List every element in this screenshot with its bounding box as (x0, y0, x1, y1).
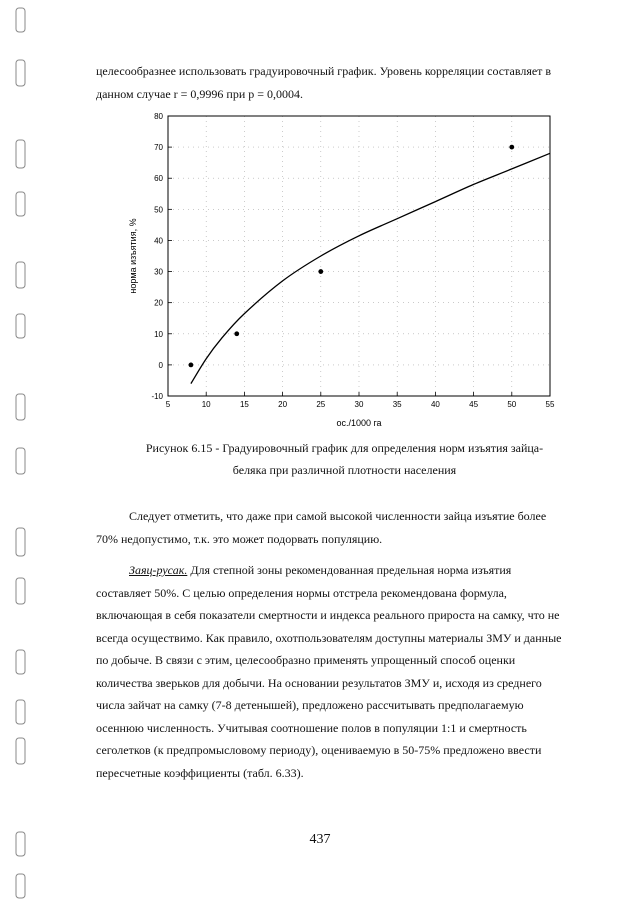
chart-grid (168, 116, 550, 396)
data-points (189, 145, 515, 368)
species-heading: Заяц-русак. (129, 563, 188, 577)
y-tick-label: 80 (154, 112, 163, 121)
x-tick-label: 50 (507, 400, 517, 409)
paragraph-2-line-8: осеннюю численность. Учитывая соотношение полов в популяции 1:1 и смертность (96, 720, 527, 735)
paragraph-2-line-2: составляет 50%. С целью определения нормы отстрела рекомендована формула, (96, 585, 507, 600)
intro-paragraph (96, 60, 593, 105)
x-tick-label: 35 (392, 400, 402, 409)
paragraph-2-line-1-rest: Для степной зоны рекомендованная предельная норма изъятия (187, 563, 512, 577)
fit-curve (191, 153, 550, 383)
x-tick-label: 45 (469, 400, 479, 409)
y-tick-label: 10 (154, 329, 163, 339)
paragraph-1-line-1: Следует отметить, что даже при самой высокой численности зайца изъятие более (129, 509, 547, 523)
data-point (318, 269, 323, 274)
x-tick-label: 25 (316, 400, 326, 409)
paragraph-2-line-10: пересчетные коэффициенты (табл. 6.33). (96, 765, 304, 780)
paragraph-2-line-3: включающая в себя показатели смертности и индекса реального прироста на самку, что не (96, 608, 560, 622)
y-tick-label: 0 (158, 360, 163, 370)
body-text (96, 505, 593, 784)
data-point (189, 362, 194, 367)
y-axis-label: норма изъятия, % (128, 218, 138, 294)
paragraph-2-line-6: количества зверьков для добычи. На основании результатов ЗМУ и, исходя из среднего (96, 675, 542, 690)
x-tick-label: 30 (354, 400, 364, 409)
x-axis-label: ос./1000 га (336, 418, 382, 428)
x-tick-label: 20 (278, 400, 288, 409)
paragraph-2-line-5: по добыче. В связи с этим, целесообразно применять упрощенный способ оценки (96, 653, 516, 667)
y-tick-label: -10 (151, 392, 163, 401)
chart-ticks (151, 112, 555, 409)
x-tick-label: 55 (545, 400, 555, 409)
y-tick-label: 20 (154, 298, 163, 308)
paragraph-2-line-9: сеголетков (к предпромысловому периоду), оцениваемую в 50-75% предложено ввести (96, 743, 542, 757)
y-tick-label: 30 (154, 267, 163, 277)
intro-line-1: целесообразнее использовать градуировочный график. Уровень корреляции составляет в (96, 64, 552, 78)
y-tick-label: 60 (154, 174, 163, 184)
binding-marks (6, 0, 46, 905)
y-tick-label: 50 (154, 205, 163, 215)
paragraph-2-line-1 (96, 559, 593, 582)
y-tick-label: 40 (154, 236, 163, 246)
caption-line-2: беляка при различной плотности населения (232, 463, 457, 477)
paragraph-1-line-2: 70% недопустимо, т.к. это может подорвать популяцию. (96, 531, 383, 546)
x-tick-label: 10 (201, 400, 211, 409)
data-point (509, 145, 514, 150)
x-tick-label: 40 (430, 400, 440, 409)
figure-caption (96, 437, 593, 481)
data-point (234, 331, 239, 336)
x-tick-label: 5 (165, 400, 171, 409)
y-tick-label: 70 (154, 143, 163, 153)
x-tick-label: 15 (239, 400, 249, 409)
calibration-chart (110, 108, 570, 430)
paragraph-2-line-7: числа зайчат на самку (7-8 детенышей), предложено рассчитывать предполагаемую (96, 698, 524, 712)
intro-line-2: данном случае r = 0,9996 при p = 0,0004. (96, 86, 304, 101)
caption-line-1: Рисунок 6.15 - Градуировочный график для определения норм изъятия зайца- (145, 441, 544, 455)
paragraph-2-line-4: всегда осуществимо. Как правило, охотпользователям доступны материалы ЗМУ и данные (96, 630, 562, 645)
page-number: 437 (309, 832, 331, 847)
